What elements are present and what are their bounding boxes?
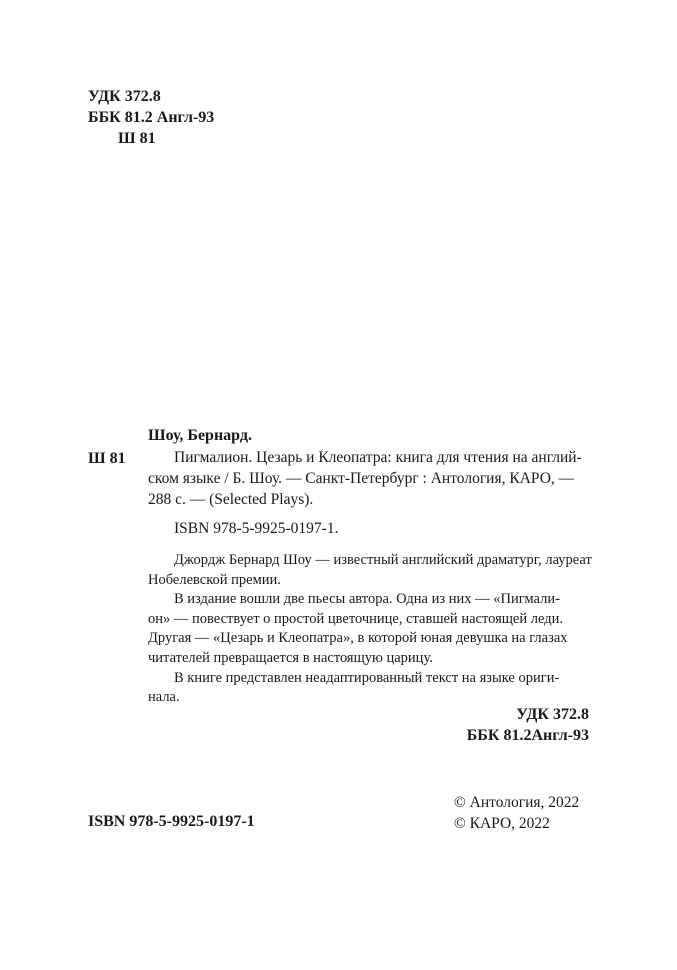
annotation-p1-line-2: Нобелевской премии. (148, 571, 281, 588)
annotation-p2-line-3: Другая — «Цезарь и Клеопатра», в которой юная девушка на глазах (148, 630, 568, 647)
annotation-p2-line-1: В издание вошли две пьесы автора. Одна из них — «Пигмали- (174, 591, 560, 608)
description-line-3: 288 с. — (Selected Plays). (148, 491, 314, 508)
annotation (148, 551, 592, 708)
footer-isbn: ISBN 978-5-9925-0197-1 (88, 813, 255, 830)
annotation-p2-line-4: читателей превращается в настоящую царицу. (148, 649, 433, 666)
top-udk-code: УДК 372.8 (88, 88, 161, 105)
annotation-p3-line-2: нала. (148, 689, 180, 706)
annotation-p1-line-1: Джордж Бернард Шоу — известный английский драматург, лауреат (174, 552, 592, 568)
copyright-block (454, 792, 579, 834)
bottom-bbk-code: ББК 81.2Англ-93 (466, 727, 589, 744)
top-bbk-code: ББК 81.2 Англ-93 (88, 109, 215, 126)
copyright-publisher-1: © Антология, 2022 (454, 794, 580, 811)
entry-author-mark: Ш 81 (88, 450, 126, 467)
annotation-p2-line-2: он» — повествует о простой цветочнице, ставшей настоящей леди. (148, 610, 563, 627)
bottom-udk-code: УДК 372.8 (516, 706, 589, 723)
top-author-mark: Ш 81 (118, 130, 156, 147)
top-classification-codes (88, 86, 214, 149)
description-line-2: ском языке / Б. Шоу. — Санкт-Петербург : Антология, КАРО, — (148, 470, 575, 487)
entry-isbn: ISBN 978-5-9925-0197-1. (174, 520, 339, 537)
bottom-classification-codes (467, 704, 589, 746)
description-line-1: Пигмалион. Цезарь и Клеопатра: книга для чтения на англий- (174, 449, 582, 466)
copyright-publisher-2: © КАРО, 2022 (454, 815, 550, 832)
bibliographic-description (148, 447, 588, 510)
author-heading: Шоу, Бернард. (148, 427, 252, 444)
annotation-p3-line-1: В книге представлен неадаптированный текст на языке ориги- (174, 669, 560, 686)
